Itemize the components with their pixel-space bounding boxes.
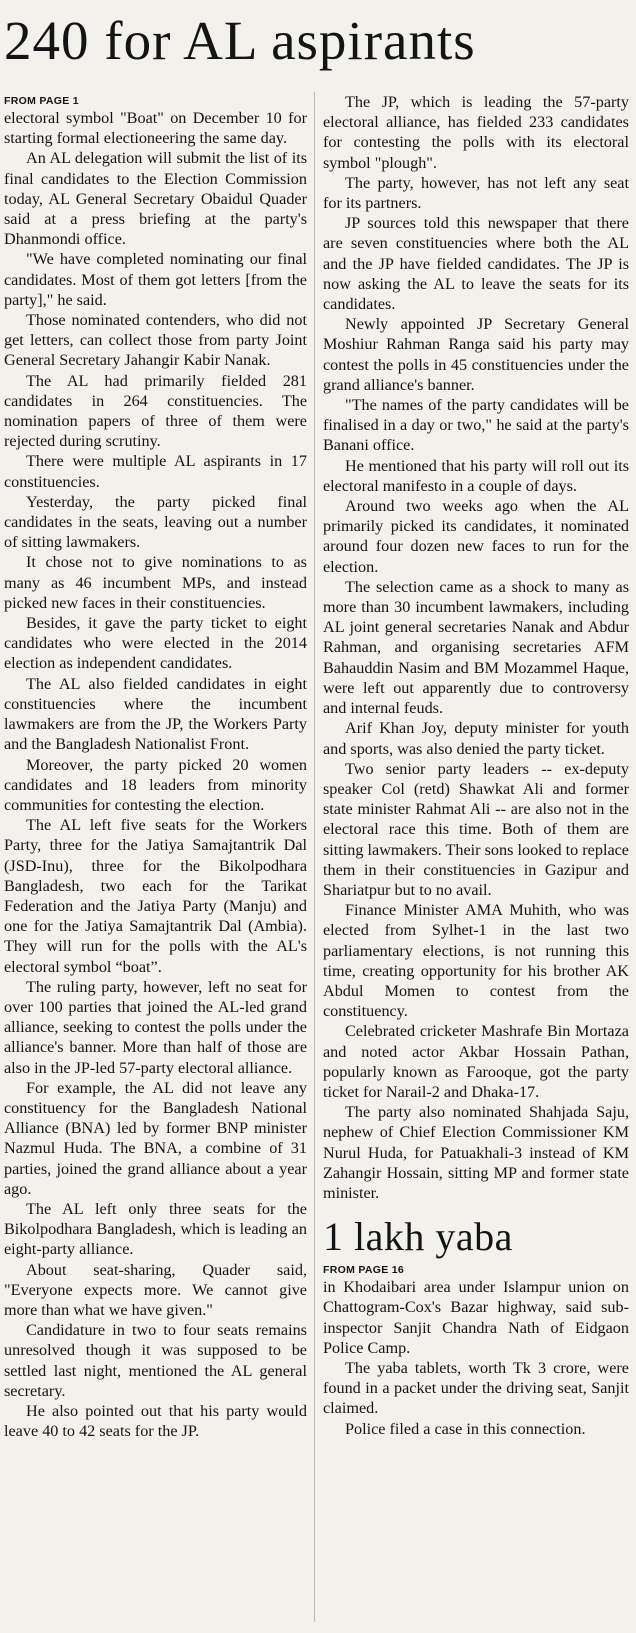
jump-kicker: FROM PAGE 1 [4, 95, 79, 107]
right-column [323, 92, 629, 1439]
paragraph: Candidature in two to four seats remains unresolved though it was supposed to be settled last night, mentioned the AL general secretary. [4, 1321, 307, 1400]
paragraph: The AL left five seats for the Workers Party, three for the Jatiya Samajtantrik Dal (JSD-Inu), three for the Bikolpodhara Bangladesh, two each for the Tarikat Federation and the Jatiya Party (Manju) and one for the Jatiya Samajtantrik Dal (Ambia). They will run for the polls with the AL's electoral symbol “boat”. [4, 816, 307, 976]
paragraph: The AL had primarily fielded 281 candidates in 264 constituencies. The nomination papers of three of them were rejected during scrutiny. [4, 371, 307, 451]
column-divider [314, 92, 315, 1622]
paragraph: Around two weeks ago when the AL primarily picked its candidates, it nominated around four dozen new faces to run for the election. [323, 497, 629, 576]
paragraph: Those nominated contenders, who did not get letters, can collect those from party Joint General Secretary Jahangir Kabir Nanak. [4, 311, 307, 370]
paragraph: The JP, which is leading the 57-party electoral alliance, has fielded 233 candidates for contesting the polls with its electoral symbol "plough". [323, 93, 629, 172]
paragraph: The selection came as a shock to many as more than 30 incumbent lawmakers, including AL joint general secretaries Nanak and Abdur Rahman, and organising secretaries AFM Bahauddin Nasim and BM Mozammel Haque, were left out apparently due to controversy and internal feuds. [323, 577, 629, 718]
paragraph: Newly appointed JP Secretary General Moshiur Rahman Ranga said his party may contest the polls in 45 constituencies under the grand alliance's banner. [323, 315, 629, 394]
paragraph: "The names of the party candidates will be finalised in a day or two," he said at the party's Banani office. [323, 396, 629, 455]
paragraph: electoral symbol "Boat" on December 10 for starting formal electioneering the same day. [4, 109, 307, 148]
paragraph: Yesterday, the party picked final candidates in the seats, leaving out a number of sitting lawmakers. [4, 492, 307, 552]
paragraph: Besides, it gave the party ticket to eight candidates who were elected in the 2014 election as independent candidates. [4, 614, 307, 673]
paragraph: There were multiple AL aspirants in 17 constituencies. [4, 452, 307, 491]
paragraph: About seat-sharing, Quader said, "Everyone expects more. We cannot give more than what we have given." [4, 1260, 307, 1319]
second-article-body [323, 1277, 629, 1439]
paragraph: For example, the AL did not leave any constituency for the Bangladesh National Alliance (BNA) led by former BNP minister Nazmul Huda. The BNA, a combine of 31 parties, joined the grand alliance about a year ago. [4, 1078, 307, 1198]
paragraph: Arif Khan Joy, deputy minister for youth and sports, was also denied the party ticket. [323, 719, 629, 758]
paragraph: The party also nominated Shahjada Saju, nephew of Chief Election Commissioner KM Nurul Huda, for Patuakhali-3 instead of KM Zahangir Hossain, sitting MP and former state minister. [323, 1103, 629, 1202]
paragraph: Celebrated cricketer Mashrafe Bin Mortaza and noted actor Akbar Hossain Pathan, popularly known as Farooque, got the party ticket for Narail-2 and Dhaka-17. [323, 1022, 629, 1101]
right-column-body [323, 92, 629, 1203]
second-article-kicker: FROM PAGE 16 [323, 1264, 405, 1277]
paragraph: Finance Minister AMA Muhith, who was elected from Sylhet-1 in the last two parliamentary elections, is not running this time, creating opportunity for his brother AK Abdul Momen to contest from the constituency. [323, 901, 629, 1021]
paragraph: He mentioned that his party will roll out its electoral manifesto in a couple of days. [323, 456, 629, 495]
paragraph: Moreover, the party picked 20 women candidates and 18 leaders from minority communities for contesting the election. [4, 755, 307, 814]
paragraph: It chose not to give nominations to as many as 46 incumbent MPs, and instead picked new faces in their constituencies. [4, 553, 307, 612]
paragraph: The AL also fielded candidates in eight constituencies where the incumbent lawmakers are from the JP, the Workers Party and the Bangladesh Nationalist Front. [4, 674, 307, 754]
paragraph: Two senior party leaders -- ex-deputy speaker Col (retd) Shawkat Ali and former state minister Rahmat Ali -- are also not in the electoral race this time. Both of them are sitting lawmakers. Their sons looked to replace them in their constituencies in Gazipur and Shariatpur but to no avail. [323, 759, 629, 899]
paragraph: An AL delegation will submit the list of its final candidates to the Election Commission today, AL General Secretary Obaidul Quader said at a press briefing at the party's Dhanmondi office. [4, 149, 307, 249]
paragraph: The party, however, has not left any seat for its partners. [323, 173, 629, 213]
second-article-headline: 1 lakh yaba [323, 1214, 513, 1260]
article-headline: 240 for AL aspirants [4, 10, 476, 71]
paragraph: The ruling party, however, left no seat for over 100 parties that joined the AL-led grand alliance, seeking to contest the polls under the alliance's banner. More than half of those are also in the JP-led 57-party electoral alliance. [4, 977, 307, 1077]
left-column-body [4, 108, 307, 1441]
paragraph: The AL left only three seats for the Bikolpodhara Bangladesh, which is leading an eight-party alliance. [4, 1199, 307, 1259]
paragraph: The yaba tablets, worth Tk 3 crore, were found in a packet under the driving seat, Sanjit claimed. [323, 1358, 629, 1418]
paragraph: JP sources told this newspaper that there are seven constituencies where both the AL and the JP have fielded candidates. The JP is now asking the AL to leave the seats for its candidates. [323, 214, 629, 314]
paragraph: "We have completed nominating our final candidates. Most of them got letters [from the party]," he said. [4, 250, 307, 309]
left-column [4, 92, 307, 1441]
paragraph: Police filed a case in this connection. [345, 1419, 586, 1438]
paragraph: He also pointed out that his party would leave 40 to 42 seats for the JP. [4, 1402, 307, 1441]
paragraph: in Khodaibari area under Islampur union on Chattogram-Cox's Bazar highway, said sub-inspector Sanjit Chandra Nath of Eidgaon Police Camp. [323, 1278, 629, 1357]
